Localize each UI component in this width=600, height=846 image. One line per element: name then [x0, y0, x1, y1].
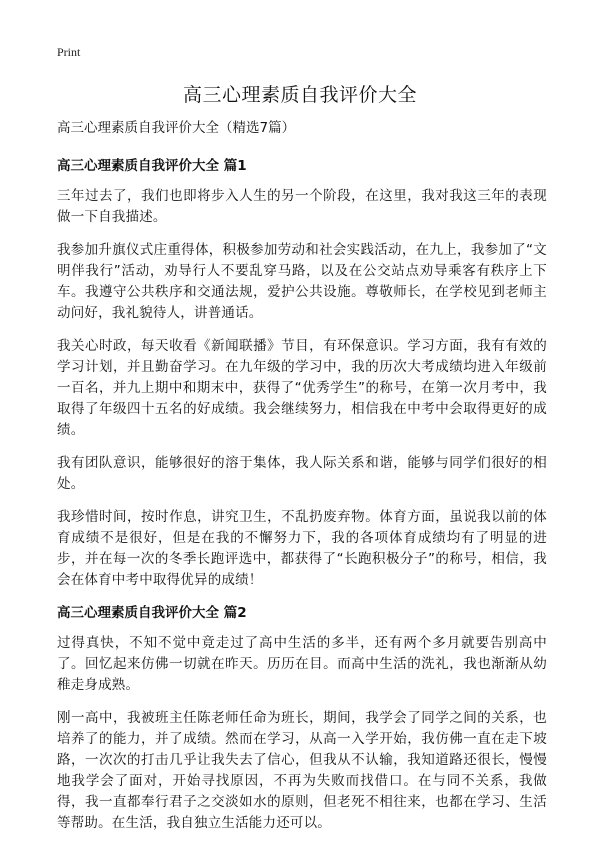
paragraph: 三年过去了，我们也即将步入人生的另一个阶段，在这里，我对我这三年的表现做一下自我描述。: [57, 188, 547, 225]
paragraph: 我珍惜时间，按时作息，讲究卫生，不乱扔废弃物。体育方面，虽说我以前的体育成绩不是很好，但是在我的不懈努力下，我的各项体育成绩均有了明显的进步，并在每一次的冬季长跑评选中，都获得了“长跑积极分子”的称号，相信，我会在体育中考中取得优异的成绩！: [57, 509, 547, 588]
article-body: [57, 118, 547, 846]
page-title: 高三心理素质自我评价大全: [182, 84, 417, 106]
paragraph: 我关心时政，每天收看《新闻联播》节目，有环保意识。学习方面，我有有效的学习计划，并且勤奋学习。在九年级的学习中，我的历次大考成绩均进入年级前一百名，并九上期中和期末中，获得了“优秀学生”的称号，在第一次月考中，我取得了年级四十五名的好成绩。我会继续努力，相信我在中考中会取得更好的成绩。: [57, 338, 547, 438]
article-subtitle: 高三心理素质自我评价大全（精选7篇）: [57, 120, 296, 136]
section-heading: 高三心理素质自我评价大全 篇1: [57, 158, 247, 174]
section-2: [57, 603, 547, 834]
paragraph: 刚一高中，我被班主任陈老师任命为班长，期间，我学会了同学之间的关系，也培养了的能力，并了成绩。然而在学习，从高一入学开始，我仿佛一直在走下坡路，一次次的打击几乎让我失去了信心，但我从不认输，我知道路还很长，慢慢地我学会了面对，开始寻找原因，不再为失败而找借口。在与同不关系，我做得，我一直都奉行君子之交淡如水的原则，但老死不相往来，也都在学习、生活等帮助。在生活，我自独立生活能力还可以。: [57, 710, 547, 831]
print-link[interactable]: Print: [57, 45, 81, 59]
paragraph: 我参加升旗仪式庄重得体，积极参加劳动和社会实践活动，在九上，我参加了“文明伴我行”活动，劝导行人不要乱穿马路，以及在公交站点劝导乘客有秩序上下车。我遵守公共秩序和交通法规，爱护公共设施。尊敬师长，在学校见到老师主动问好，我礼貌待人，讲普通话。: [57, 242, 547, 321]
paragraph: 过得真快，不知不觉中竟走过了高中生活的多半，还有两个多月就要告别高中了。回忆起来仿佛一切就在昨天。历历在目。而高中生活的洗礼，我也渐渐从幼稚走身成熟。: [57, 635, 547, 693]
paragraph: 我有团队意识，能够很好的溶于集体，我人际关系和谐，能够与同学们很好的相处。: [57, 455, 547, 492]
section-heading: 高三心理素质自我评价大全 篇2: [57, 605, 247, 621]
section-1: [57, 156, 547, 591]
